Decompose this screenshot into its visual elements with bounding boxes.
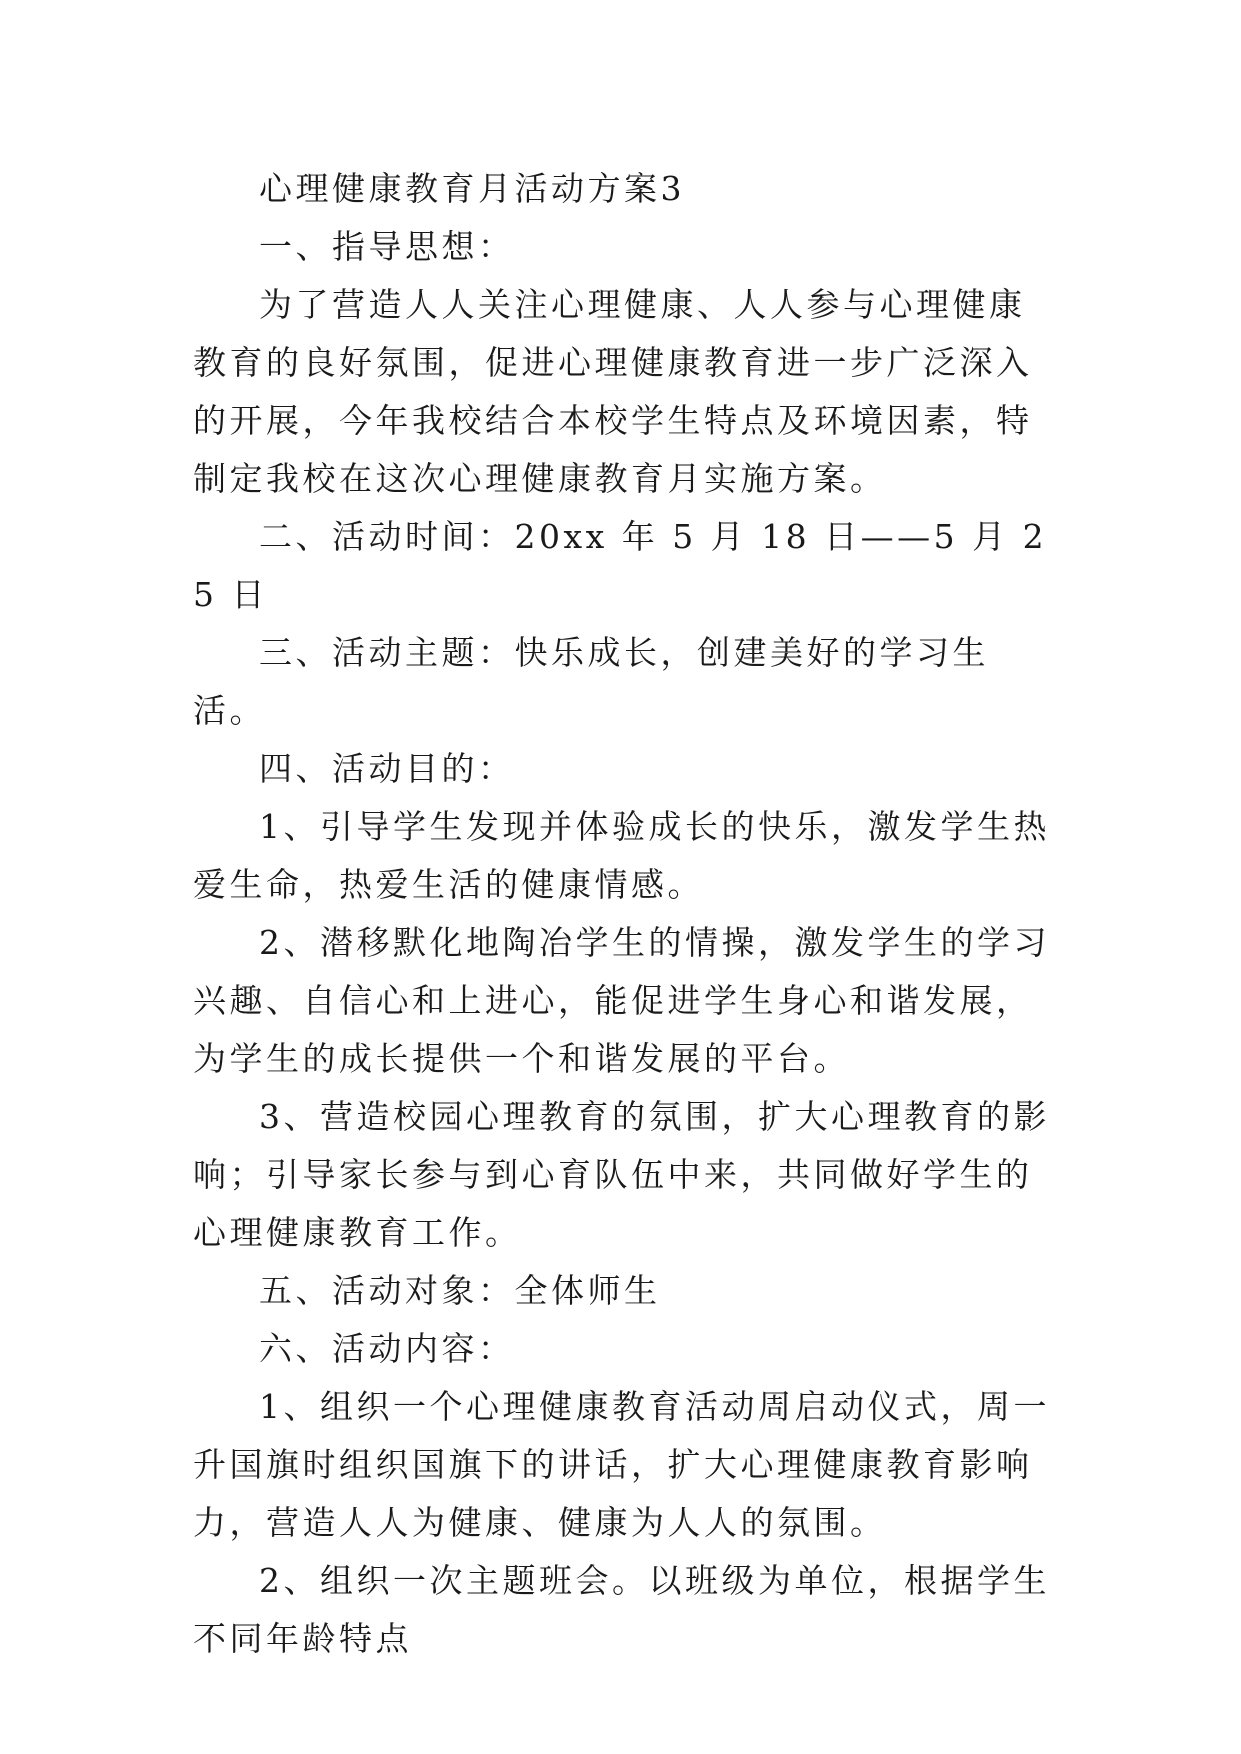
section-heading-activity-goals: 四、活动目的： [259, 749, 515, 788]
paragraph-purpose: 为了营造人人关注心理健康、人人参与心理健康教育的良好氛围，促进心理健康教育进一步广泛深入的开展，今年我校结合本校学生特点及环境因素，特制定我校在这次心理健康教育月实施方案。 [193, 285, 1033, 498]
goal-item-3: 3、营造校园心理教育的氛围，扩大心理教育的影响；引导家长参与到心育队伍中来，共同做好学生的心理健康教育工作。 [193, 1097, 1050, 1252]
section-heading-guiding-thought: 一、指导思想： [259, 227, 515, 266]
goal-item-2: 2、潜移默化地陶冶学生的情操，激发学生的学习兴趣、自信心和上进心，能促进学生身心和谐发展，为学生的成长提供一个和谐发展的平台。 [193, 923, 1050, 1078]
document-title: 心理健康教育月活动方案3 [259, 169, 685, 208]
section-heading-activity-target: 五、活动对象：全体师生 [259, 1271, 661, 1310]
section-heading-activity-time: 二、活动时间：20xx 年 5 月 18 日——5 月 25 日 [193, 517, 1048, 614]
goal-item-1: 1、引导学生发现并体验成长的快乐，激发学生热爱生命，热爱生活的健康情感。 [193, 807, 1050, 904]
document-body [193, 160, 1059, 1668]
section-heading-activity-theme: 三、活动主题：快乐成长，创建美好的学习生活。 [193, 633, 989, 730]
content-item-2: 2、组织一次主题班会。以班级为单位，根据学生不同年龄特点 [193, 1561, 1050, 1658]
section-heading-activity-content: 六、活动内容： [259, 1329, 515, 1368]
content-item-1: 1、组织一个心理健康教育活动周启动仪式，周一升国旗时组织国旗下的讲话，扩大心理健康教育影响力，营造人人为健康、健康为人人的氛围。 [193, 1387, 1050, 1542]
